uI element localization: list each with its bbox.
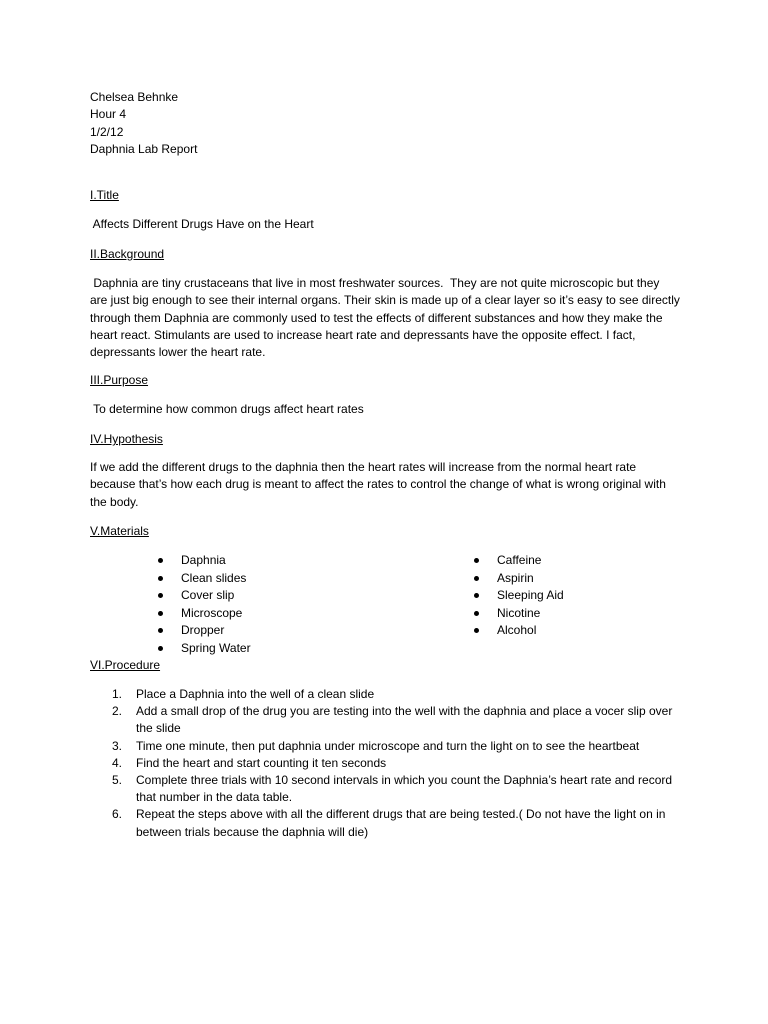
- material-label: Spring Water: [181, 640, 251, 655]
- list-item: [474, 552, 564, 570]
- list-item: [158, 587, 251, 605]
- procedure-list: [112, 686, 682, 841]
- bullet-icon: [158, 646, 163, 651]
- step-number: 6.: [112, 807, 123, 822]
- section-heading-materials: V.Materials: [90, 524, 149, 538]
- author-name: Chelsea Behnke: [90, 90, 179, 104]
- materials-list-right: [474, 552, 564, 640]
- step-text: Complete three trials with 10 second intervals in which you count the Daphnia’s heart rate and record that number in the data table.: [136, 773, 673, 805]
- procedure-step: [112, 755, 682, 772]
- report-date: 1/2/12: [90, 124, 124, 139]
- bullet-icon: [158, 576, 163, 581]
- list-item: [158, 570, 251, 588]
- bullet-icon: [158, 611, 163, 616]
- report-title: Daphnia Lab Report: [90, 141, 198, 156]
- bullet-icon: [474, 558, 479, 563]
- material-label: Microscope: [181, 605, 243, 620]
- class-hour: Hour 4: [90, 107, 127, 122]
- title-text: Affects Different Drugs Have on the Heart: [90, 217, 314, 231]
- list-item: [474, 605, 564, 623]
- material-label: Alcohol: [497, 623, 537, 638]
- bullet-icon: [158, 628, 163, 633]
- step-text: Time one minute, then put daphnia under microscope and turn the light on to see the heartbeat: [136, 738, 640, 753]
- bullet-icon: [158, 593, 163, 598]
- section-heading-hypothesis: IV.Hypothesis: [90, 432, 163, 446]
- procedure-step: [112, 806, 682, 840]
- list-item: [158, 605, 251, 623]
- material-label: Sleeping Aid: [497, 588, 564, 603]
- material-label: Aspirin: [497, 570, 534, 585]
- material-label: Clean slides: [181, 570, 247, 585]
- section-heading-procedure: VI.Procedure: [90, 658, 161, 672]
- material-label: Caffeine: [497, 553, 542, 567]
- material-label: Cover slip: [181, 588, 235, 603]
- hypothesis-paragraph: If we add the different drugs to the daphnia then the heart rates will increase from the normal heart rate because that’s how each drug is meant to affect the rates to control the change of what is wrong original with the body.: [90, 460, 666, 509]
- material-label: Nicotine: [497, 605, 541, 620]
- material-label: Daphnia: [181, 553, 226, 567]
- list-item: [158, 552, 251, 570]
- bullet-icon: [474, 628, 479, 633]
- step-number: 2.: [112, 704, 123, 719]
- procedure-step: [112, 703, 682, 737]
- procedure-step: [112, 772, 682, 806]
- step-number: 1.: [112, 687, 123, 701]
- section-heading-purpose: III.Purpose: [90, 373, 149, 387]
- bullet-icon: [158, 558, 163, 563]
- step-text: Add a small drop of the drug you are testing into the well with the daphnia and place a vocer slip over the slide: [136, 704, 673, 736]
- step-number: 3.: [112, 738, 123, 753]
- list-item: [474, 622, 564, 640]
- procedure-step: [112, 738, 682, 755]
- section-heading-background: II.Background: [90, 247, 165, 261]
- list-item: [158, 640, 251, 658]
- step-text: Place a Daphnia into the well of a clean slide: [136, 687, 375, 701]
- background-paragraph: Daphnia are tiny crustaceans that live in most freshwater sources. They are not quite microscopic but they are just big enough to see their internal organs. Their skin is made up of a clear layer so it’s easy to see directly through them Daphnia are commonly used to test the effects of different substances and how they make the heart react. Stimulants are used to increase heart rate and depressants have the opposite effect. I fact, depressants lower the heart rate.: [90, 276, 684, 360]
- step-text: Repeat the steps above with all the different drugs that are being tested.( Do not have the light on in between trials because the daphnia will die): [136, 807, 666, 839]
- material-label: Dropper: [181, 623, 225, 638]
- materials-list-left: [158, 552, 251, 658]
- document-header: [90, 89, 680, 158]
- procedure-step: [112, 686, 682, 703]
- step-number: 5.: [112, 773, 123, 788]
- list-item: [474, 570, 564, 588]
- list-item: [158, 622, 251, 640]
- bullet-icon: [474, 611, 479, 616]
- step-number: 4.: [112, 755, 123, 770]
- step-text: Find the heart and start counting it ten seconds: [136, 755, 387, 770]
- section-heading-title: I.Title: [90, 188, 119, 202]
- list-item: [474, 587, 564, 605]
- bullet-icon: [474, 593, 479, 598]
- purpose-text: To determine how common drugs affect heart rates: [90, 402, 364, 416]
- bullet-icon: [474, 576, 479, 581]
